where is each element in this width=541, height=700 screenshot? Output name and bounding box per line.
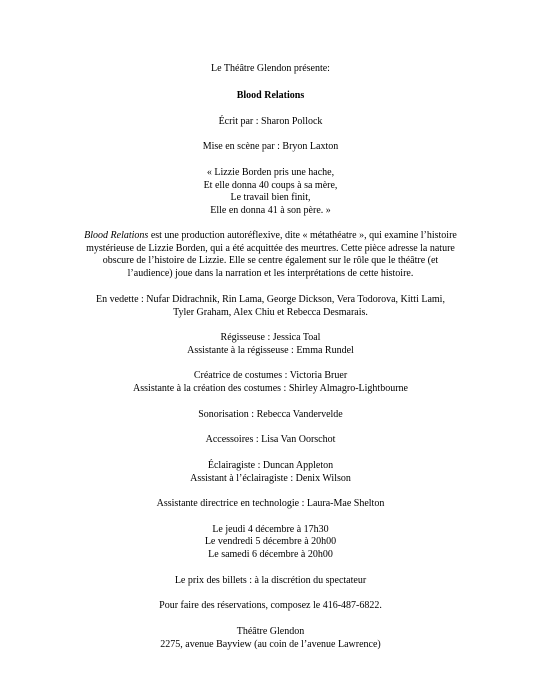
description-line-2: mystérieuse de Lizzie Borden, qui a été acquittée des meurtres. Cette pièce adresse la nature — [86, 243, 455, 254]
tech-director-assistant-line: Assistante directrice en technologie : Laura-Mae Shelton — [156, 498, 385, 509]
description-line-1 — [0, 230, 541, 243]
quote-line-1: « Lizzie Borden pris une hache, — [206, 167, 335, 178]
date-line-1: Le jeudi 4 décembre à 17h30 — [212, 524, 329, 535]
reservations-line: Pour faire des réservations, composez le 416-487-6822. — [159, 600, 382, 611]
quote-line-2: Et elle donna 40 coups à sa mère, — [203, 180, 338, 191]
presents-line: Le Théâtre Glendon présente: — [211, 63, 330, 74]
description-line-4: l’audience) joue dans la narration et les interprétations de cette histoire. — [127, 268, 414, 279]
lighting-assistant-line: Assistant à l’éclairagiste : Denix Wilson — [190, 473, 351, 484]
stage-manager-line: Régisseuse : Jessica Toal — [220, 332, 321, 343]
description-line-1-rest: est une production autoréflexive, dite « métathéatre », qui examine l’histoire — [148, 230, 457, 241]
description-line-3: obscure de l’histoire de Lizzie. Elle se centre également sur le rôle que le théâtre (et — [102, 255, 439, 266]
props-line: Accessoires : Lisa Van Oorschot — [205, 434, 336, 445]
costume-designer-line: Créatrice de costumes : Victoria Bruer — [193, 370, 348, 381]
date-line-2: Le vendredi 5 décembre à 20h00 — [204, 536, 337, 547]
cast-line-1: En vedette : Nufar Didrachnik, Rin Lama, George Dickson, Vera Todorova, Kitti Lami, — [96, 294, 445, 305]
date-line-3: Le samedi 6 décembre à 20h00 — [208, 549, 333, 560]
venue-name: Théâtre Glendon — [236, 626, 305, 637]
description-title-italic: Blood Relations — [84, 230, 149, 241]
directed-by-line: Mise en scène par : Bryon Laxton — [202, 141, 339, 152]
quote-line-4: Elle en donna 41 à son père. » — [210, 205, 331, 216]
costume-assistant-line: Assistante à la création des costumes : Shirley Almagro-Lightbourne — [133, 383, 408, 394]
play-title: Blood Relations — [236, 90, 305, 101]
tickets-line: Le prix des billets : à la discrétion du spectateur — [174, 575, 367, 586]
assistant-stage-manager-line: Assistante à la régisseuse : Emma Rundel — [187, 345, 354, 356]
quote-line-3: Le travail bien finit, — [230, 192, 311, 203]
venue-address: 2275, avenue Bayview (au coin de l’avenue Lawrence) — [160, 639, 381, 650]
sound-line: Sonorisation : Rebecca Vandervelde — [198, 409, 343, 420]
written-by-line: Écrit par : Sharon Pollock — [218, 116, 323, 127]
cast-line-2: Tyler Graham, Alex Chiu et Rebecca Desmarais. — [173, 307, 368, 318]
lighting-line: Éclairagiste : Duncan Appleton — [207, 460, 334, 471]
